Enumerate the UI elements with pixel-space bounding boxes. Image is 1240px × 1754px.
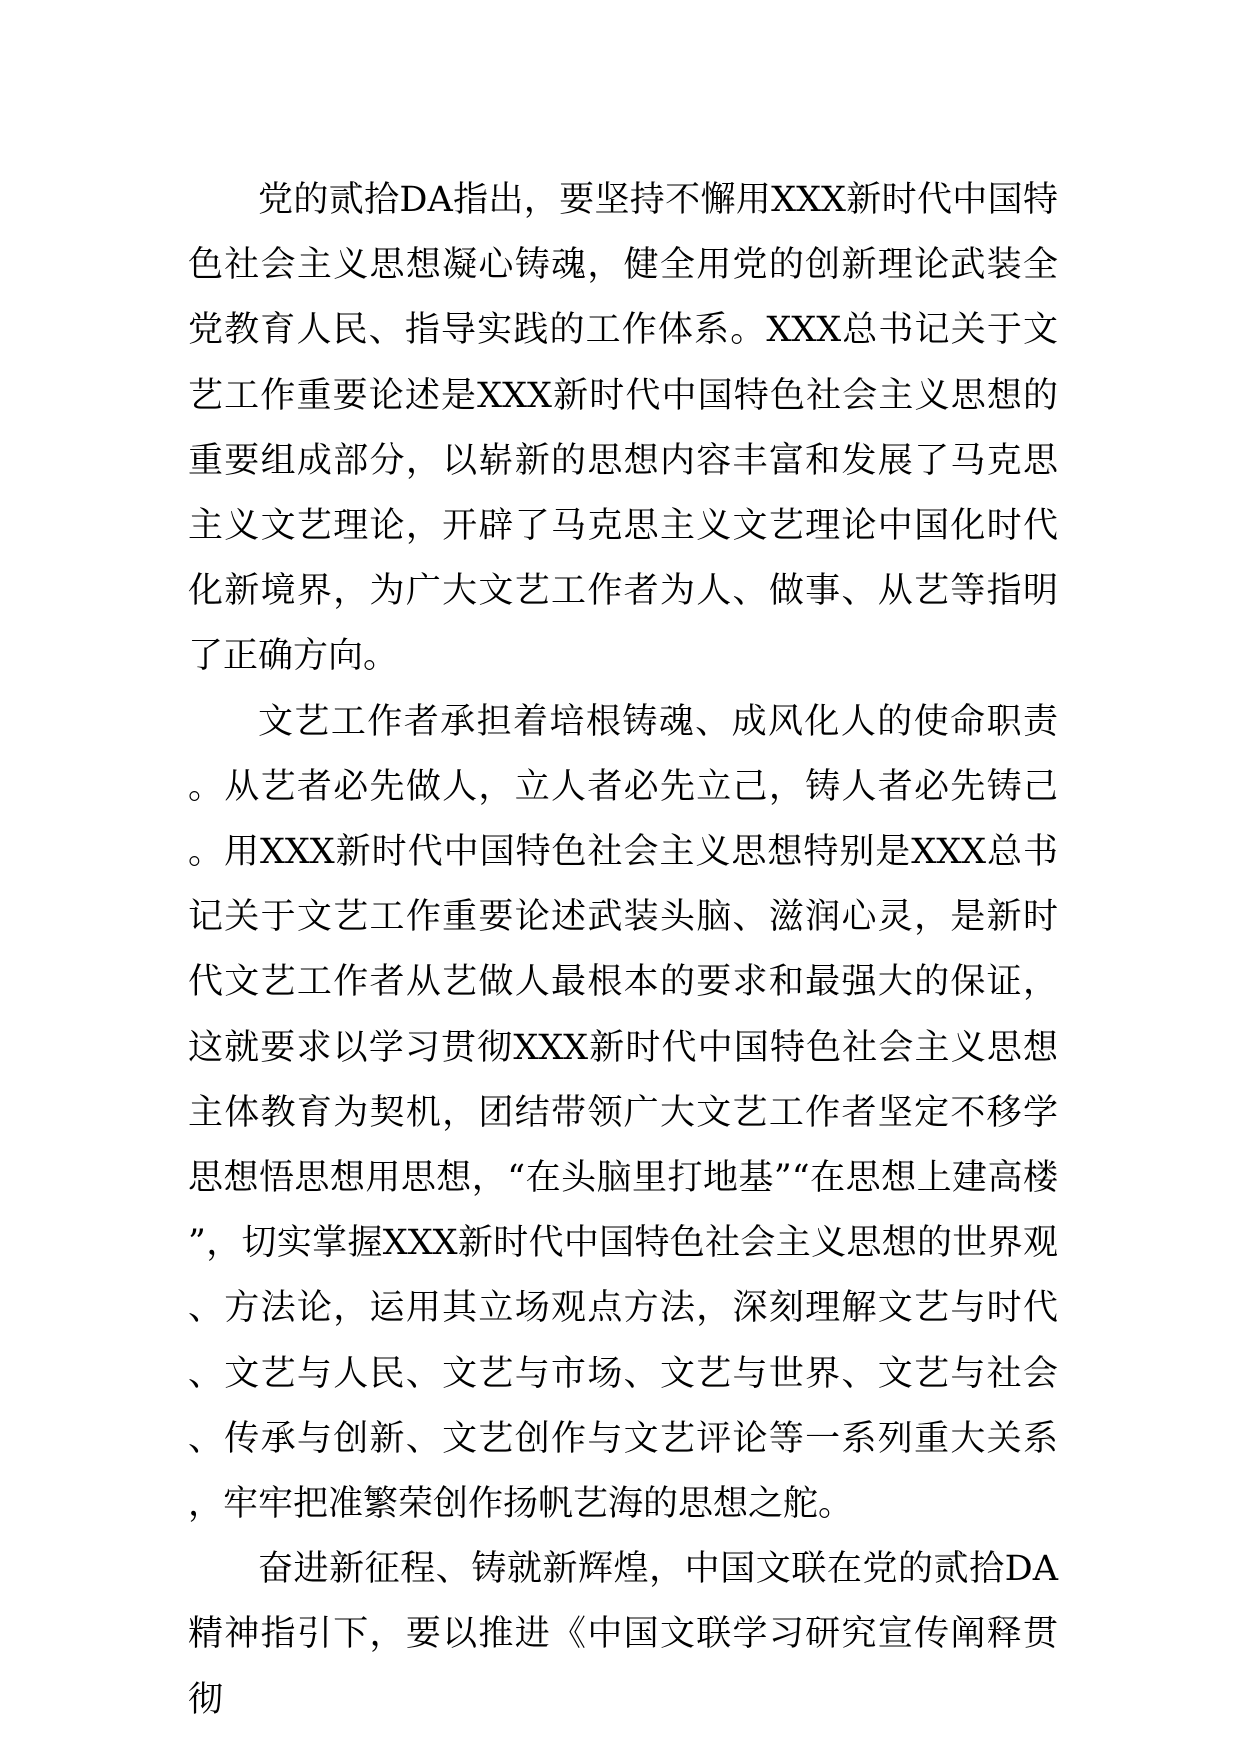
paragraph-3: 奋进新征程、铸就新辉煌，中国文联在党的贰拾DA精神指引下，要以推进《中国文联学习研究宣传阐释贯彻: [188, 1549, 1058, 1720]
paragraph-1: 党的贰拾DA指出，要坚持不懈用XXX新时代中国特色社会主义思想凝心铸魂，健全用党的创新理论武装全党教育人民、指导实践的工作体系。XXX总书记关于文艺工作重要论述是XXX新时代中国特色社会主义思想的重要组成部分，以崭新的思想内容丰富和发展了马克思主义文艺理论，开辟了马克思主义文艺理论中国化时代化新境界，为广大文艺工作者为人、做事、从艺等指明了正确方向。: [188, 180, 1058, 677]
document-body: [188, 168, 1058, 1733]
paragraph-2: 文艺工作者承担着培根铸魂、成风化人的使命职责。从艺者必先做人，立人者必先立己，铸人者必先铸己。用XXX新时代中国特色社会主义思想特别是XXX总书记关于文艺工作重要论述武装头脑、滋润心灵，是新时代文艺工作者从艺做人最根本的要求和最强大的保证，这就要求以学习贯彻XXX新时代中国特色社会主义思想主体教育为契机，团结带领广大文艺工作者坚定不移学思想悟思想用思想，“在头脑里打地基”“在思想上建高楼”，切实掌握XXX新时代中国特色社会主义思想的世界观、方法论，运用其立场观点方法，深刻理解文艺与时代、文艺与人民、文艺与市场、文艺与世界、文艺与社会、传承与创新、文艺创作与文艺评论等一系列重大关系，牢牢把准繁荣创作扬帆艺海的思想之舵。: [188, 701, 1058, 1525]
